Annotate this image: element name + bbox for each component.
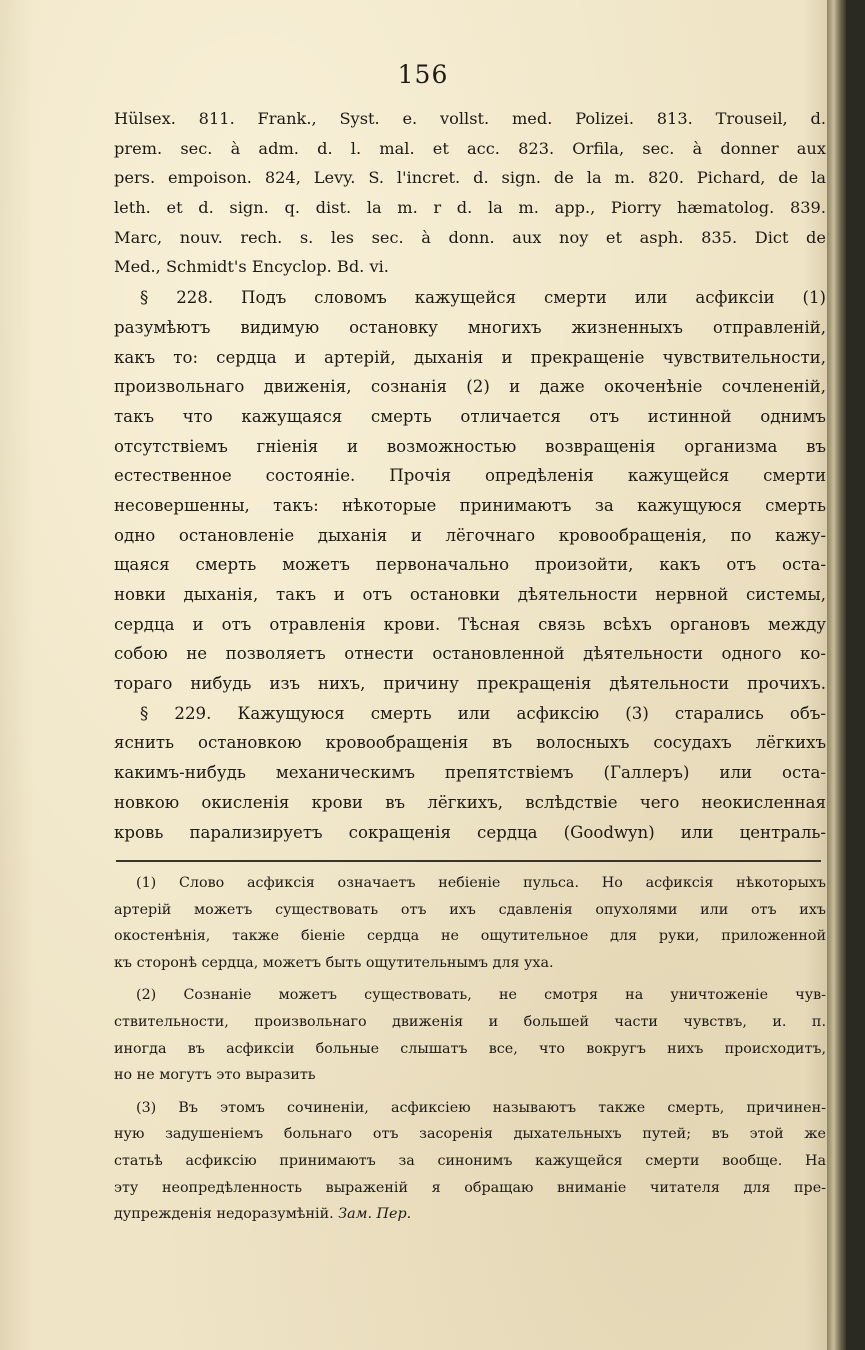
body-line: тораго нибудь изъ нихъ, причину прекращенія дѣятельности прочихъ. [114, 674, 826, 694]
reference-line: Marc, nouv. rech. s. les sec. à donn. aux noy et asph. 835. Dict de [114, 227, 826, 247]
footnote-line: (2) Сознаніе можетъ существовать, не смотря на уничтоженіе чув- [136, 987, 826, 1004]
body-line: щаяся смерть можетъ первоначально произойти, какъ отъ оста- [114, 555, 826, 575]
body-line: разумѣютъ видимую остановку многихъ жизненныхъ отправленій, [114, 317, 826, 337]
body-line: яснить остановкою кровообращенія въ волосныхъ сосудахъ лёгкихъ [114, 733, 826, 753]
body-line: такъ что кажущаяся смерть отличается отъ истинной однимъ [114, 406, 826, 426]
footnote-line: окостенѣнія, также біеніе сердца не ощутительное для руки, приложенной [114, 928, 826, 945]
main-text-block [114, 104, 826, 847]
footnote-line: артерій можетъ существовать отъ ихъ сдавленія опухолями или отъ ихъ [114, 901, 826, 918]
page-number: 156 [397, 60, 449, 89]
footnote-line: ную задушеніемъ больнаго отъ засоренія дыхательныхъ путей; въ этой же [114, 1126, 826, 1143]
footnote-line: (3) Въ этомъ сочиненіи, асфиксіею называютъ также смерть, причинен- [136, 1099, 826, 1116]
footnote-line: статьѣ асфиксію принимаютъ за синонимъ кажущейся смерти вообще. На [114, 1152, 826, 1169]
reference-line: Hülsex. 811. Frank., Syst. e. vollst. med. Polizei. 813. Trouseil, d. [114, 109, 826, 128]
footnote-line: эту неопредѣленность выраженій я обращаю вниманіе читателя для пре- [114, 1179, 826, 1196]
page-edge [827, 0, 846, 1350]
footnote-2 [114, 982, 826, 1088]
body-line: одно остановленіе дыханія и лёгочнаго кровообращенія, по кажу- [114, 525, 826, 545]
footnote-divider [116, 860, 821, 862]
footnote-line: (1) Слово асфиксія означаетъ небіеніе пульса. Но асфиксія нѣкоторыхъ [136, 875, 826, 891]
translator-note: Зам. Пер. [338, 1206, 412, 1223]
footnote-line: но не могутъ это выразить [114, 1067, 316, 1084]
body-line: § 228. Подъ словомъ кажущейся смерти или асфиксіи (1) [140, 288, 826, 308]
footnote-line: ствительности, произвольнаго движенія и большей части чувствъ, и. п. [114, 1013, 826, 1030]
body-line: несовершенны, такъ: нѣкоторые принимаютъ за кажущуюся смерть [114, 495, 826, 515]
body-line: кровь парализируетъ сокращенія сердца (Goodwyn) или централь- [114, 822, 826, 842]
body-line: какимъ-нибудь механическимъ препятствіемъ (Галлеръ) или оста- [114, 763, 826, 783]
footnote-line-final [114, 1201, 826, 1228]
body-line: новки дыханія, такъ и отъ остановки дѣятельности нервной системы, [114, 585, 826, 604]
body-line: естественное состояніе. Прочія опредѣленія кажущейся смерти [114, 466, 826, 486]
body-line: сердца и отъ отравленія крови. Тѣсная связь всѣхъ органовъ между [114, 614, 826, 634]
footnote-1 [114, 870, 826, 976]
reference-line: prem. sec. à adm. d. l. mal. et acc. 823. Orfila, sec. à donner aux [114, 138, 826, 158]
references-paragraph [114, 104, 826, 282]
reference-line: leth. et d. sign. q. dist. la m. r d. la m. app., Piorry hæmatolog. 839. [114, 198, 826, 218]
body-line: какъ то: сердца и артерій, дыханія и прекращеніе чувствительности, [114, 347, 826, 367]
body-line: новкою окисленія крови въ лёгкихъ, вслѣдствіе чего неокисленная [114, 792, 826, 812]
body-line: произвольнаго движенія, сознанія (2) и даже окоченѣніе сочлененій, [114, 377, 826, 397]
reference-line: Med., Schmidt's Encyclop. Bd. vi. [114, 257, 389, 277]
body-line: отсутствіемъ гніенія и возможностью возвращенія организма въ [114, 436, 826, 456]
footnote-line: иногда въ асфиксіи больные слышатъ все, что вокругъ нихъ происходитъ, [114, 1040, 826, 1057]
footnotes [114, 870, 826, 1234]
reference-line: pers. empoison. 824, Levy. S. l'incret. d. sign. de la m. 820. Pichard, de la [114, 168, 826, 188]
body-line: собою не позволяетъ отнести остановленной дѣятельности одного ко- [114, 644, 826, 664]
footnote-3 [114, 1095, 826, 1228]
footnote-line: къ сторонѣ сердца, можетъ быть ощутительнымъ для уха. [114, 954, 554, 971]
body-line: § 229. Кажущуюся смерть или асфиксію (3) старались объ- [140, 703, 826, 723]
footnote-line-text: дупрежденія недоразумѣній. [114, 1206, 334, 1223]
section-228-229 [114, 283, 826, 847]
